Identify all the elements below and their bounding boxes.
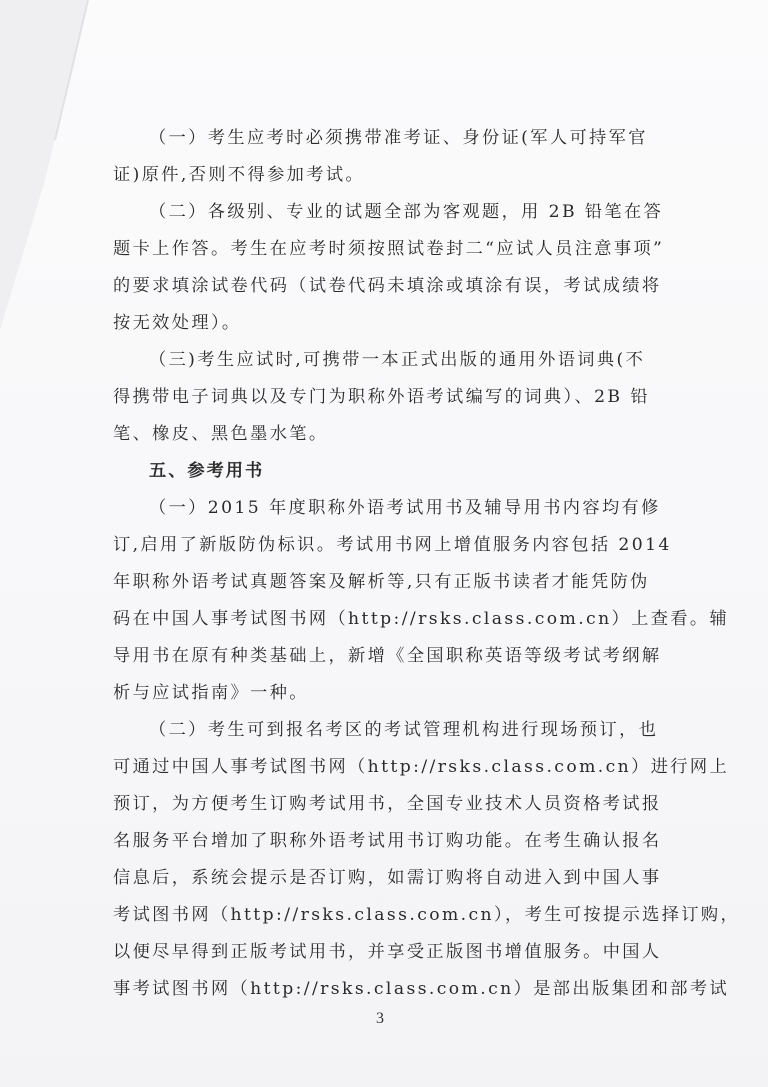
text-line: 事考试图书网（http://rsks.class.com.cn）是部出版集团和部考试: [113, 979, 730, 999]
text-line: 的要求填涂试卷代码（试卷代码未填涂或填涂有误，考试成绩将: [113, 276, 662, 296]
text-line: 年职称外语考试真题答案及解析等,只有正版书读者才能凭防伪: [113, 572, 650, 592]
section-heading: 五、参考用书: [149, 461, 265, 481]
text-line: （二）考生可到报名考区的考试管理机构进行现场预订，也: [149, 720, 659, 740]
text-line: （三)考生应试时,可携带一本正式出版的通用外语词典(不: [149, 350, 646, 370]
text-line: 可通过中国人事考试图书网（http://rsks.class.com.cn）进行网上: [113, 757, 730, 777]
text-line: 导用书在原有种类基础上，新增《全国职称英语等级考试考纲解: [113, 646, 662, 666]
text-line: 考试图书网（http://rsks.class.com.cn），考生可按提示选择订购，: [113, 905, 741, 925]
text-line: 码在中国人事考试图书网（http://rsks.class.com.cn）上查看。辅: [113, 609, 730, 629]
text-line: 笔、橡皮、黑色墨水笔。: [113, 424, 329, 444]
text-line: （一）2015 年度职称外语考试用书及辅导用书内容均有修: [149, 498, 661, 518]
text-line: 按无效处理）。: [113, 313, 242, 333]
text-line: 析与应试指南》一种。: [113, 683, 309, 703]
text-line: 信息后，系统会提示是否订购，如需订购将自动进入到中国人事: [113, 868, 662, 888]
text-line: （一）考生应考时必须携带准考证、身份证(军人可持军官: [149, 128, 648, 148]
text-line: 证)原件,否则不得参加考试。: [113, 165, 366, 185]
text-line: 订,启用了新版防伪标识。考试用书网上增值服务内容包括 2014: [113, 535, 672, 555]
text-line: 预订，为方便考生订购考试用书，全国专业技术人员资格考试报: [113, 794, 662, 814]
text-line: 以便尽早得到正版考试用书，并享受正版图书增值服务。中国人: [113, 942, 662, 962]
text-line: 题卡上作答。考生在应考时须按照试卷封二“应试人员注意事项”: [113, 239, 665, 259]
text-line: （二）各级别、专业的试题全部为客观题，用 2B 铅笔在答: [149, 202, 664, 222]
page-number: 3: [376, 1010, 384, 1027]
text-line: 得携带电子词典以及专门为职称外语考试编写的词典）、2B 铅: [113, 387, 650, 407]
text-line: 名服务平台增加了职称外语考试用书订购功能。在考生确认报名: [113, 831, 662, 851]
